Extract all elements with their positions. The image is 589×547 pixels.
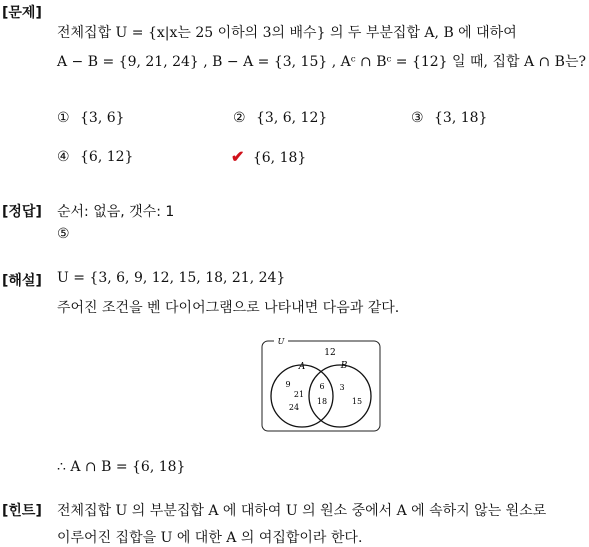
answer-order-count: 순서: 없음, 갯수: 1 [57,204,175,220]
choice-4[interactable] [57,149,133,165]
a-only-element-3: 24 [288,403,300,412]
b-only-element-2: 15 [351,397,363,406]
explanation-tag: [해설] [2,273,42,289]
problem-statement-line1: 전체집합 U = {x|x는 25 이하의 3의 배수} 의 두 부분집합 A, B 에 대하여 [57,25,517,41]
hint-tag: [힌트] [2,503,42,519]
explanation-conclusion: ∴ A ∩ B = {6, 18} [57,459,186,475]
choice-2[interactable] [233,110,327,126]
venn-diagram [260,336,384,434]
explanation-universe: U = {3, 6, 9, 12, 15, 18, 21, 24} [57,270,286,286]
answer-tag: [정답] [2,204,42,220]
choice-4-marker: ④ [57,149,70,165]
set-b-circle [309,365,371,427]
problem-tag: [문제] [2,5,42,21]
choice-1[interactable] [57,110,125,126]
b-only-element-1: 3 [339,383,345,392]
set-b-label: B [340,361,348,371]
answer-value: ⑤ [57,226,70,242]
a-only-element-1: 9 [285,380,291,389]
intersection-element-2: 18 [316,397,328,406]
hint-line2: 이루어진 집합을 U 에 대한 A 의 여집합이라 한다. [57,530,363,546]
explanation-description: 주어진 조건을 벤 다이어그램으로 나타내면 다음과 같다. [57,300,400,316]
choice-1-marker: ① [57,110,70,126]
choice-3-text: {3, 18} [434,110,488,126]
choice-3[interactable] [411,110,487,126]
choice-5[interactable] [231,147,306,166]
universe-label: U [277,337,285,346]
choice-4-text: {6, 12} [80,149,134,165]
choice-2-text: {3, 6, 12} [256,110,328,126]
problem-statement-line2: A − B = {9, 21, 24} , B − A = {3, 15} , Aᶜ ∩ Bᶜ = {12} 일 때, 집합 A ∩ B는? [57,54,586,70]
checkmark-icon: ✔ [231,147,245,166]
hint-line1: 전체집합 U 의 부분집합 A 에 대하여 U 의 원소 중에서 A 에 속하지 않는 원소로 [57,503,547,519]
intersection-element-1: 6 [319,382,325,391]
outside-element: 12 [324,348,336,358]
choice-3-marker: ③ [411,110,424,126]
set-a-label: A [298,362,306,372]
choice-1-text: {3, 6} [80,110,125,126]
choice-5-text: {6, 18} [252,150,307,166]
choice-2-marker: ② [233,110,246,126]
a-only-element-2: 21 [293,390,305,399]
